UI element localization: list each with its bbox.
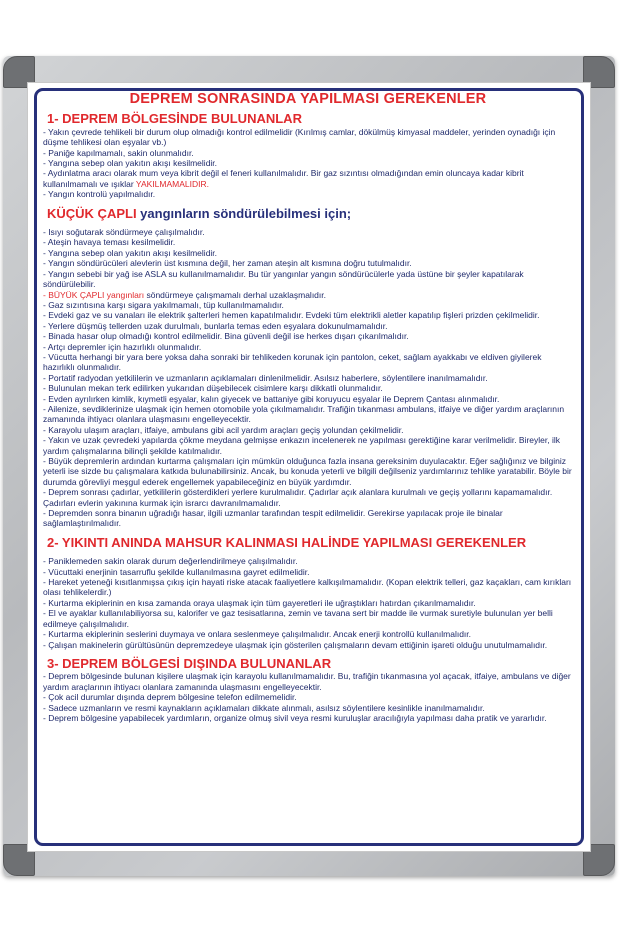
section1-list (43, 127, 573, 200)
list-item: - Çalışan makinelerin gürültüsünün depremzedeye ulaşmak için gösterilen çalışmaların devam ettiğinin işareti olduğu unutulmamalıdır. (43, 639, 548, 650)
section3-list (43, 671, 573, 723)
poster-sheet (27, 82, 591, 852)
poster-content (43, 92, 573, 723)
list-item: - Vücuttaki enerjinin tasarruflu şekilde kullanılmasına gayret edilmelidir. (43, 566, 310, 577)
list-item (43, 168, 573, 189)
fires-list (43, 227, 573, 529)
list-item: - Evden ayrılırken kimlik, kıymetli eşyalar, kalın giyecek ve battaniye gibi koruyucu eşyalar ile Deprem Çantası alınmalıdır. (43, 393, 500, 404)
list-item: - Deprem bölgesinde bulunan kişilere ulaşmak için karayolu kullanılmamalıdır. Bu, trafiğin tıkanmasına yol açacak, itfaiye, ambulans ve diğer yardım araçlarının ihtiyacı olanlara zamanında ulaşmasını engelleyecektir. (43, 671, 571, 692)
fires-heading-rest: yangınların söndürülebilmesi için; (136, 205, 352, 221)
list-item: - Yangına sebep olan yakıtın akışı kesilmelidir. (43, 247, 218, 258)
list-item-text: söndürmeye çalışmamalı derhal uzaklaşmalıdır. (144, 289, 326, 300)
list-item: - Kurtarma ekiplerinin en kısa zamanda oraya ulaşmak için tüm gayeretleri ile uğraştıkları hatırdan çıkarılmamalıdır. (43, 597, 476, 608)
fires-heading (47, 205, 573, 221)
list-item: - Kurtarma ekiplerinin seslerini duymaya ve onlara seslenmeye çalışılmalıdır. Ancak enerji kontrollü kullanılmalıdır. (43, 629, 472, 640)
list-item: - Deprem sonrası çadırlar, yetkililerin gösterdikleri yerlere kurulmalıdır. Çadırlar açık alanlara kurulmalı ve geçiş yollarını kapamamalıdır. Çadırları evlerin yakınına kurmak için israrcı davranılmamalıdır. (43, 487, 553, 508)
list-item: - Ateşin havaya teması kesilmelidir. (43, 237, 176, 248)
list-item: - Karayolu ulaşım araçları, itfaiye, ambulans gibi acil yardım araçları geçiş yolundan çekilmelidir. (43, 424, 404, 435)
list-item: - Paniklemeden sakin olarak durum değerlendirilmeye çalışılmalıdır. (43, 556, 298, 567)
list-item-text: - Aydınlatma aracı olarak mum veya kibrit değil el feneri kullanılmalıdır. Bir gaz sızıntısı olmadığından emin oluncaya kadar kibrit kullanılmamalı ve ışıklar (43, 168, 524, 189)
list-item: - El ve ayaklar kullanılabiliyorsa su, kalorifer ve gaz tesisatlarına, zemin ve tavana sert bir madde ile vurmak suretiyle bulunulan yer belli edilmeye çalışılmalıdır. (43, 608, 553, 629)
list-item: - Binada hasar olup olmadığı kontrol edilmelidir. Bina güvenli değil ise herkes dışarı çıkarılmalıdır. (43, 331, 409, 342)
list-item: - Sadece uzmanların ve resmi kaynakların açıklamaları dikkate alınmalı, asılsız söylentilere kesinlikle inanılmamalıdır. (43, 702, 485, 713)
list-item: - Gaz sızıntısına karşı sigara yakılmamalı, tüp kullanılmamalıdır. (43, 299, 284, 310)
section2-list (43, 556, 573, 650)
warning-text: - BÜYÜK ÇAPLI yangınları (43, 289, 145, 300)
section3-heading: 3- DEPREM BÖLGESİ DIŞINDA BULUNANLAR (47, 655, 332, 671)
list-item: - Yakın ve uzak çevredeki yapılarda çökme meydana gelmişse enkazın incelenerek ne yapılması gerektiğine karar verilmelidir. Bireyler, ilk yardım çalışmalarına bilinçli şekilde katılmalıdır. (43, 435, 561, 456)
list-item: - Yangın sebebi bir yağ ise ASLA su kullanılmamalıdır. Bu tür yangınlar yangın söndürücülerle yada üstüne bir şeyler kapatılarak söndürülebilir. (43, 268, 524, 290)
list-item: - Büyük depremlerin ardından kurtarma çalışmaları için mümkün olduğunca fazla insana gereksinim duyulacaktır. Eğer sağlığınız ve bilginiz yeterli ise sizde bu çalışmalara katkıda bulunabilirsiniz. Ancak, bu konuda yeterli ve bilgili değilseniz yardımlarınız tehlike yaratabilir. Böyle bir durumda görevliyi meşgul ederek engellemek yapabileceğiniz en büyük yardımdır. (43, 456, 572, 487)
list-item: - Deprem bölgesine yapabilecek yardımların, organize olmuş sivil veya resmi kuruluşlar aracılığıyla yapılması daha pratik ve yararlıdır. (43, 712, 547, 723)
aluminum-frame (3, 56, 615, 876)
list-item: - Çok acil durumlar dışında deprem bölgesine telefon edilmemelidir. (43, 692, 297, 703)
section2-heading: 2- YIKINTI ANINDA MAHSUR KALINMASI HALİNDE YAPILMASI GEREKENLER (47, 534, 527, 550)
list-item: - Vücutta herhangi bir yara bere yoksa daha sonraki bir tehlikeden korunak için pantolon, ceket, sağlam ayakkabı ve eldiven giyilerek hazırlıklı olunmalıdır. (43, 351, 542, 373)
list-item: - Evdeki gaz ve su vanaları ile elektrik şalterleri hemen kapatılmalıdır. Evdeki tüm elektrikli aletler kapatılıp fişleri prizden çekilmelidir. (43, 310, 540, 321)
list-item: - Yangına sebep olan yakıtın akışı kesilmelidir. (43, 158, 218, 169)
list-item: - Yangın söndürücüleri alevlerin üst kısmına değil, her zaman ateşin alt kısmına doğru tutulmalıdır. (43, 258, 412, 269)
warning-text: YAKILMAMALIDIR. (135, 178, 209, 189)
list-item: - Hareket yeteneği kısıtlanmışsa çıkış için hayati riske atacak faaliyetlere kalkışılmamalıdır. (Kopan elektrik telleri, gaz kaçakları, cam kırıkları olası tehlikelerdir.) (43, 577, 572, 598)
list-item: - Portatif radyodan yetkililerin ve uzmanların açıklamaları dinlenilmelidir. Asılsız haberlere, söylentilere inanılmamalıdır. (43, 372, 488, 383)
list-item: - Isıyı soğutarak söndürmeye çalışılmalıdır. (43, 227, 205, 238)
list-item: - Artçı depremler için hazırlıklı olunmalıdır. (43, 341, 202, 352)
list-item: - Depremden sonra binanın uğradığı hasar, ilgili uzmanlar tarafından tespit edilmelidir. Gerekirse yapılacak proje ile binalar sağlamlaştırılmalıdır. (43, 508, 503, 529)
list-item: - Yakın çevrede tehlikeli bir durum olup olmadığı kontrol edilmelidir (Kırılmış camlar, dökülmüş kimyasal maddeler, yerinden oynadığı için düşme tehlikesi olan eşyalar vb.) (43, 126, 556, 148)
list-item: - Bulunulan mekan terk edilirken yukarıdan düşebilecek cisimlere karşı dikkatli olunmalıdır. (43, 383, 383, 394)
list-item: - Yerlere düşmüş tellerden uzak durulmalı, bunlarla temas eden eşyalara dokunulmamalıdır. (43, 320, 388, 331)
section1-heading: 1- DEPREM BÖLGESİNDE BULUNANLAR (47, 111, 302, 127)
list-item: - Yangın kontrolü yapılmalıdır. (43, 189, 156, 200)
fires-heading-red: KÜÇÜK ÇAPLI (47, 205, 137, 221)
list-item: - Paniğe kapılmamalı, sakin olunmalıdır. (43, 147, 194, 158)
poster-title: DEPREM SONRASINDA YAPILMASI GEREKENLER (129, 91, 487, 107)
list-item: - Ailenize, sevdiklerinize ulaşmak için hemen otomobile yola çıkılmamalıdır. Trafiğin tıkanması ambulans, itfaiye ve diğer yardım araçlarının zamanında ihtiyacı olanlara ulaşmasını engelleyecektir. (43, 403, 565, 425)
list-item (43, 290, 573, 300)
